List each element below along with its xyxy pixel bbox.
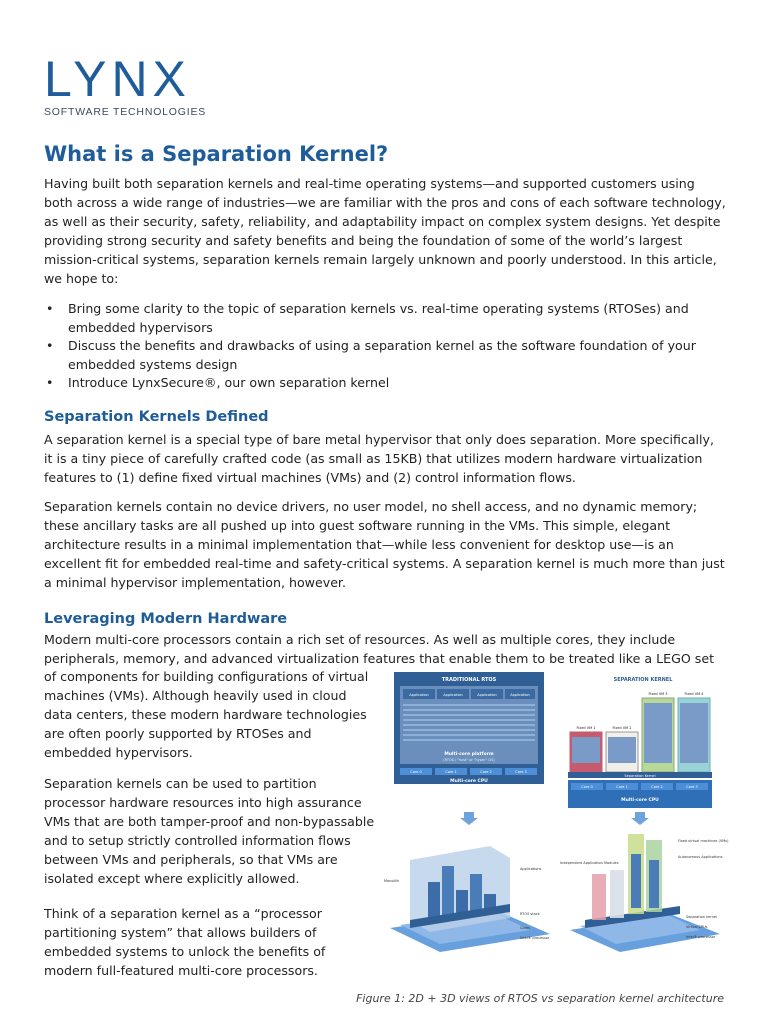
hardware-paragraph-3: Think of a separation kernel as a “processor partitioning system” that allows builders of embedded systems to unlock the benefits of modern full-featured multi-core processors. [44,906,326,978]
hardware-paragraph-1b: of components for building configurations of virtual machines (VMs). Although heavily used in cloud data centers, these modern hardware technologies are often poorly supported by RTOSes and embedded hypervisors. [44,669,369,760]
sk-cpu-label: Multi-core CPU [621,798,659,803]
svg-text:Core 0: Core 0 [581,785,593,789]
svg-text:Core 3: Core 3 [515,770,527,774]
svg-text:Application: Application [409,693,429,697]
arrow-down-icon [460,812,478,825]
list-item: • Introduce LynxSecure®, our own separation kernel [44,374,726,393]
architecture-diagram [380,668,730,978]
section-heading-hardware: Leveraging Modern Hardware [44,611,288,627]
defined-paragraph-2: Separation kernels contain no device drivers, no user model, no shell access, and no dynamic memory; these ancillary tasks are all pushed up into guest software running in the VMs. This simple, elegant architecture results in a minimal implementation that—while less convenient for desktop use—is an excellent fit for embedded real-time and safety-critical systems. A separation kernel is much more than just a minimal hypervisor implementation, however. [44,499,725,590]
logo-tagline: SOFTWARE TECHNOLOGIES [44,106,207,118]
defined-paragraph-1: A separation kernel is a special type of bare metal hypervisor that only does separation. More specifically, it is a tiny piece of carefully crafted code (as small as 15KB) that utilizes modern hardware virtualization features to (1) define fixed virtual machines (VMs) and (2) control information flows. [44,432,714,485]
svg-text:Fixed VM 3: Fixed VM 3 [648,692,668,696]
svg-text:Application: Application [477,693,497,697]
platform-label: Multi-core platform [444,752,494,757]
svg-text:Core 0: Core 0 [410,770,422,774]
hardware-paragraph-2: Separation kernels can be used to partition processor hardware resources into high assurance VMs that are both tamper-proof and non-bypassable and to setup strictly controlled information flows between VMs and peripherals, so that VMs are isolated except where explicitly allowed. [44,776,375,886]
svg-text:Core 2: Core 2 [480,770,492,774]
label-virtual-cpus: Virtual CPUs [686,925,708,929]
label-applications: Applications [520,867,542,871]
intro-paragraph: Having built both separation kernels and real-time operating systems—and supported customers using both across a wide range of industries—we are familiar with the pros and cons of each software technology, as well as their security, safety, reliability, and adaptability impact on complex system designs. Yet despite providing strong security and safety benefits and being the foundation of some of the world’s largest mission-critical systems, separation kernels remain largely unknown and poorly understood. In this article, we hope to: [44,176,726,286]
svg-text:Fixed VM 4: Fixed VM 4 [684,692,704,696]
svg-text:Core 3: Core 3 [686,785,698,789]
rtos-title: TRADITIONAL RTOS [441,677,497,683]
svg-text:Application: Application [510,693,530,697]
rtos-app-row [403,689,535,699]
label-intel-left: Intel® processor [520,936,550,940]
label-independent-modules: Independent Application Modules [560,861,619,865]
list-item: • Bring some clarity to the topic of separation kernels vs. real-time operating systems (RTOSes) and embedded hypervisors [44,300,726,337]
sk-kernel-label: Separation Kernel [624,774,656,778]
svg-text:Core 2: Core 2 [651,785,663,789]
architecture-figure [380,668,730,978]
company-logo [44,51,207,118]
sk-vms [570,692,710,772]
sk-title: SEPARATION KERNEL [613,677,673,683]
svg-text:Fixed VM 2: Fixed VM 2 [612,726,632,730]
label-fixed-vms: Fixed virtual machines (VMs) [678,839,729,843]
label-intel-right: Intel® processor [686,935,716,939]
figure-caption: Figure 1: 2D + 3D views of RTOS vs separation kernel architecture [356,992,724,1005]
logo-wordmark: LYNX [44,51,191,107]
platform-sublabel: (RTOS / "host" or "hyper" OS) [443,758,495,762]
svg-text:Fixed VM 1: Fixed VM 1 [576,726,596,730]
list-item: • Discuss the benefits and drawbacks of using a separation kernel as the software foundation of your embedded systems design [44,337,726,374]
arrow-down-icon [631,812,649,825]
svg-text:Core 1: Core 1 [616,785,628,789]
label-rtos-stack: RTOS stack [520,912,540,916]
label-separation-kernel: Separation kernel [686,915,717,919]
rtos-cpu-label: Multi-core CPU [450,779,488,784]
goals-list [44,300,726,393]
label-autonomous-apps: Autonomous Applications [678,855,723,859]
section-heading-defined: Separation Kernels Defined [44,409,269,425]
label-cores: Cores [520,926,530,930]
hardware-paragraph-1a: Modern multi-core processors contain a rich set of resources. As well as multiple cores, they include peripherals, memory, and advanced virtualization features that enable them to be treated like a LEGO set [44,632,715,666]
svg-text:Application: Application [443,693,463,697]
page-title: What is a Separation Kernel? [44,142,389,166]
label-monolith: Monolith [384,879,400,883]
svg-text:Core 1: Core 1 [445,770,457,774]
